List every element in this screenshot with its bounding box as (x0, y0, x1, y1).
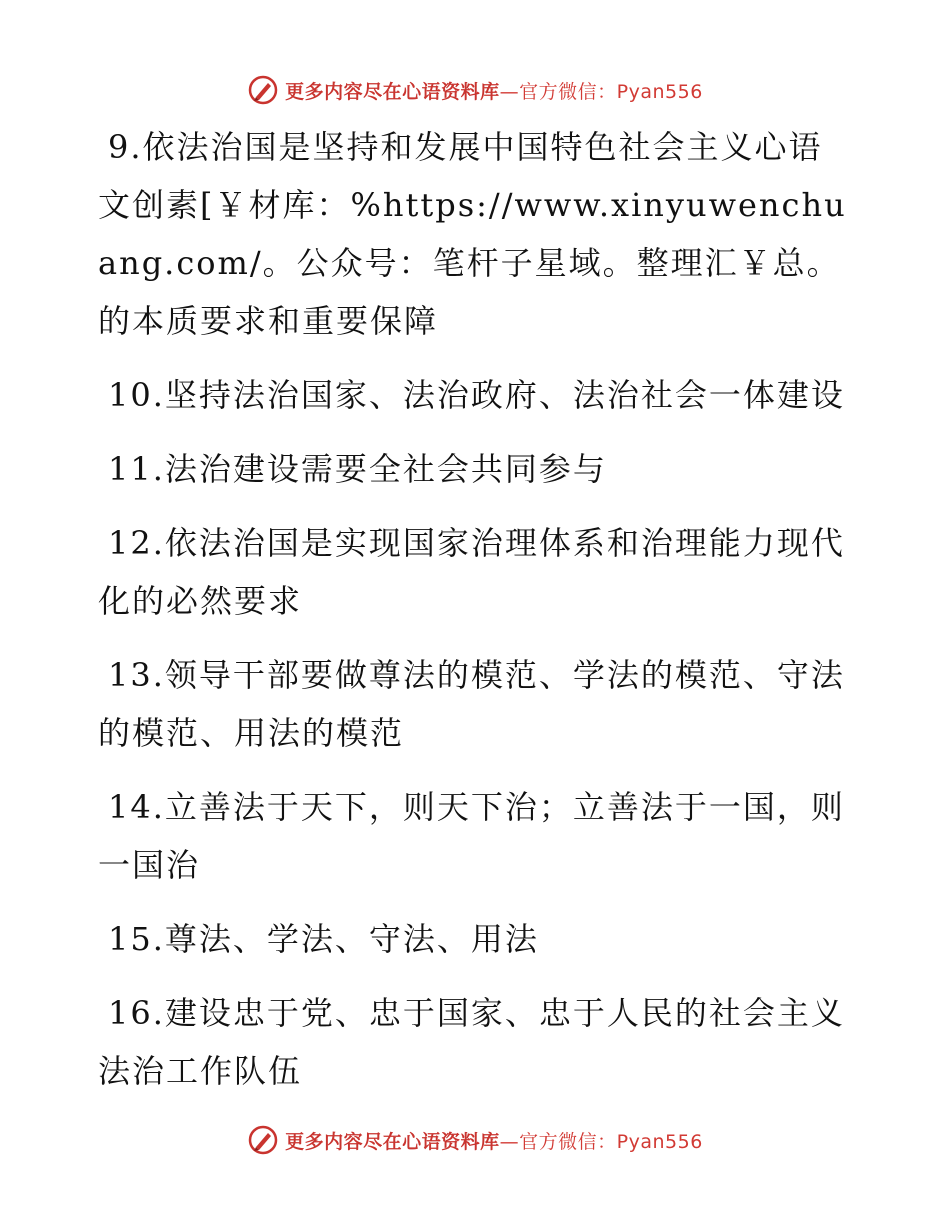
watermark-text: 更多内容尽在心语资料库—官方微信：Pyan556 (285, 80, 703, 103)
list-item: 15.尊法、学法、守法、用法 (108, 920, 539, 958)
header-watermark (0, 70, 950, 110)
footer-watermark (0, 1120, 950, 1160)
list-item: 9.依法治国是坚持和发展中国特色社会主义心语文创素[￥材库：%https://www.xinyuwenchuang.com/。公众号：笔杆子星域。整理汇￥总。的本质要求和重要保障 (98, 128, 847, 340)
pen-logo-icon (247, 1124, 279, 1156)
list-item: 16.建设忠于党、忠于国家、忠于人民的社会主义法治工作队伍 (98, 994, 845, 1090)
list-item: 10.坚持法治国家、法治政府、法治社会一体建设 (108, 376, 845, 414)
list-item: 13.领导干部要做尊法的模范、学法的模范、守法的模范、用法的模范 (98, 656, 845, 752)
list-item: 11.法治建设需要全社会共同参与 (108, 450, 607, 488)
document-body (98, 118, 848, 1116)
list-item: 12.依法治国是实现国家治理体系和治理能力现代化的必然要求 (98, 524, 845, 620)
list-item: 14.立善法于天下，则天下治；立善法于一国，则一国治 (98, 788, 845, 884)
pen-logo-icon (247, 74, 279, 106)
watermark-text: 更多内容尽在心语资料库—官方微信：Pyan556 (285, 1130, 703, 1153)
